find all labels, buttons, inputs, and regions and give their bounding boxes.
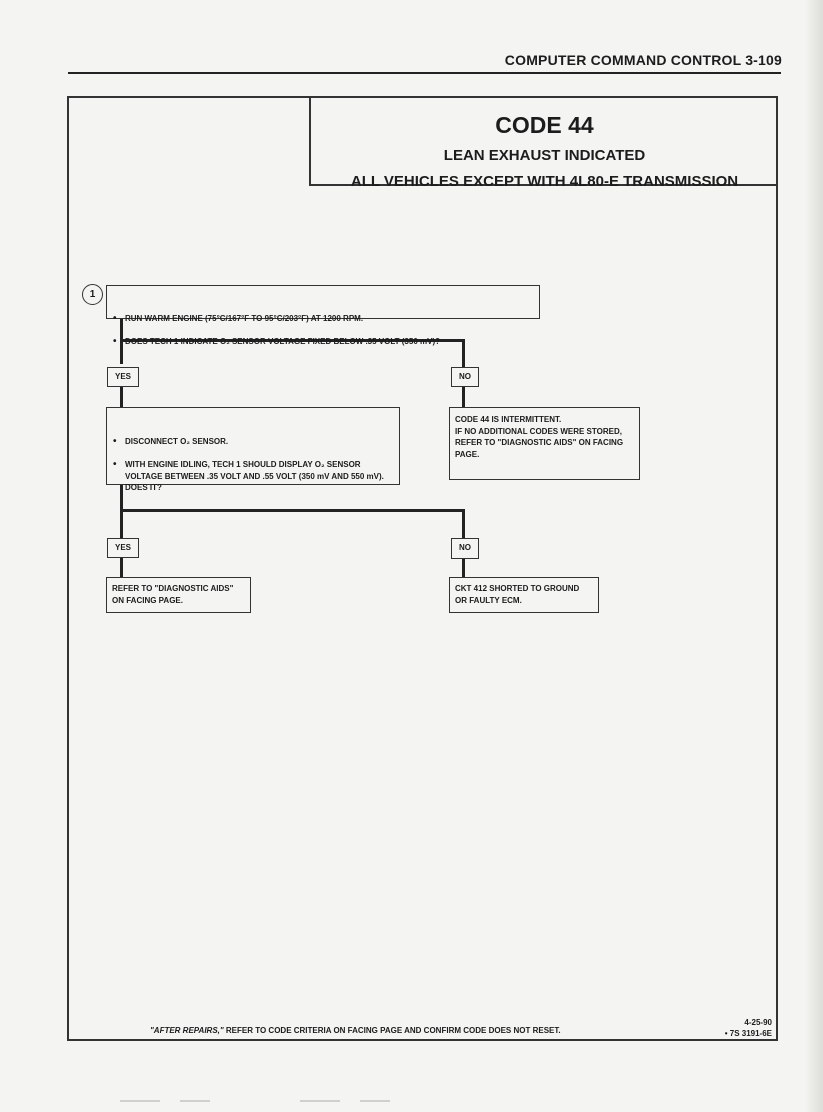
connector-line [120, 556, 123, 578]
connector-line [462, 557, 465, 578]
scan-artifact [120, 1100, 160, 1102]
page-edge-shadow [805, 0, 823, 1112]
intermittent-box: CODE 44 IS INTERMITTENT. IF NO ADDITIONAL CODES WERE STORED, REFER TO "DIAGNOSTIC AIDS" ON FACING PAGE. [449, 407, 640, 480]
header-rule [68, 72, 781, 74]
no-tag-2: NO [451, 538, 479, 559]
step2-bullet-2: • WITH ENGINE IDLING, TECH 1 SHOULD DISPLAY O₂ SENSOR VOLTAGE BETWEEN .35 VOLT AND .55 VOLT (350 mV AND 550 mV). DOES IT? [112, 459, 394, 494]
after-repairs-label: "AFTER REPAIRS," [150, 1026, 224, 1035]
scan-artifact [360, 1100, 390, 1102]
no-tag-1: NO [451, 367, 479, 387]
footer-meta [686, 1017, 772, 1039]
footer-date: 4-25-90 [744, 1018, 772, 1027]
code-subtitle-1: LEAN EXHAUST INDICATED [443, 147, 646, 164]
step1-box [106, 285, 540, 346]
after-repairs-text: REFER TO CODE CRITERIA ON FACING PAGE AND CONFIRM CODE DOES NOT RESET. [223, 1026, 561, 1035]
step2-bullet-1: • DISCONNECT O₂ SENSOR. [112, 436, 394, 448]
connector-line [120, 385, 123, 409]
step-number-circle: 1 [82, 284, 103, 305]
title-box [309, 96, 778, 190]
ckt-shorted-box: CKT 412 SHORTED TO GROUND OR FAULTY ECM. [449, 577, 599, 613]
step1-bullet-2: • DOES TECH 1 INDICATE O₂ SENSOR VOLTAGE FIXED BELOW .35 VOLT (350 mV)? [112, 336, 534, 348]
footer-doc-id: • 7S 3191-6E [724, 1029, 772, 1038]
step2-box [106, 407, 400, 492]
yes-tag-1: YES [107, 367, 139, 387]
diagram-frame [67, 96, 778, 1041]
step1-bullet-1: • RUN WARM ENGINE (75°C/167°F TO 95°C/203°F) AT 1200 RPM. [112, 313, 534, 325]
connector-line [462, 509, 465, 540]
scan-artifact [180, 1100, 210, 1102]
code-title: CODE 44 [495, 112, 594, 138]
page-header-title: COMPUTER COMMAND CONTROL 3-109 [504, 52, 782, 68]
scan-artifact [300, 1100, 340, 1102]
yes-tag-2: YES [107, 538, 139, 558]
after-repairs-note [150, 1026, 561, 1035]
connector-line [462, 385, 465, 409]
code-subtitle-2: ALL VEHICLES EXCEPT WITH 4L80-E TRANSMISSION [350, 173, 739, 190]
refer-diagnostic-box: REFER TO "DIAGNOSTIC AIDS" ON FACING PAGE. [106, 577, 251, 613]
